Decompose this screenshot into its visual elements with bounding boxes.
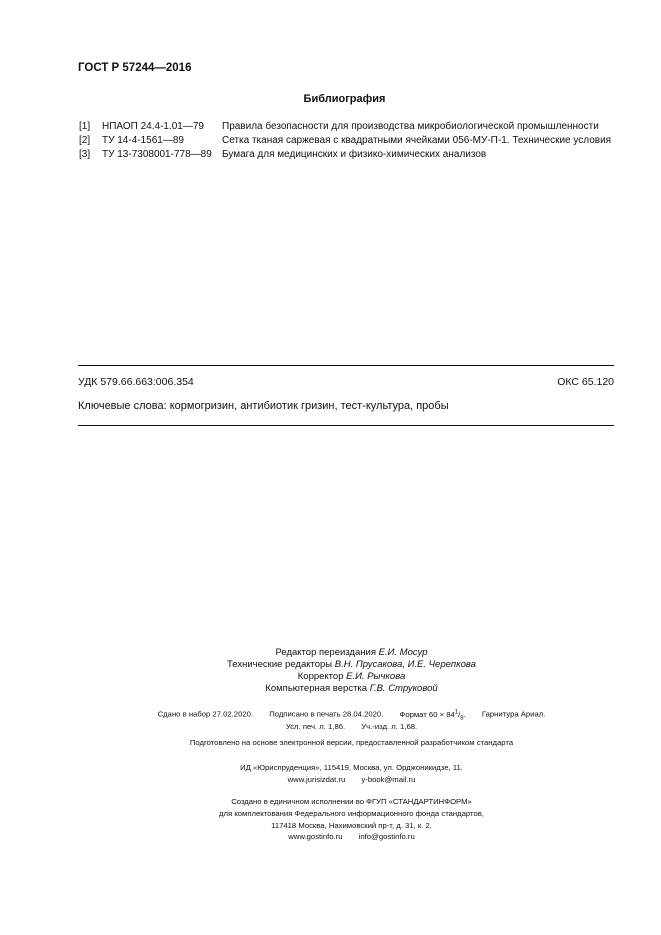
gostinfo-email-link[interactable]: info@gostinfo.ru <box>358 832 415 841</box>
credit-label: Технические редакторы <box>227 659 333 670</box>
divider-top <box>78 365 614 366</box>
entry-title: Правила безопасности для производства микробиологической промышленности <box>222 121 599 132</box>
created-line: для комплектования Федерального информационного фонда стандартов, <box>219 809 484 818</box>
credit-label: Компьютерная верстка <box>265 683 368 694</box>
credit-tech-editors <box>0 659 661 670</box>
imprint-format: Формат $60 \times 84^1/_8$. <box>399 709 466 722</box>
imprint-sent: Сдано в набор 27.02.2020. <box>157 709 254 719</box>
entry-code: НПАОП 24.4-1.01—79 <box>102 121 204 132</box>
udk-code: УДК 579.66.663:006.354 <box>78 376 194 388</box>
entry-code: ТУ 14-4-1561—89 <box>102 135 184 146</box>
created-line: Создано в единичном исполнении во ФГУП «СТАНДАРТИНФОРМ» <box>231 797 472 806</box>
imprint-sheets <box>0 722 661 731</box>
gostinfo-site-link[interactable]: www.gostinfo.ru <box>288 832 343 841</box>
credit-layout <box>0 683 661 694</box>
imprint-print-data <box>0 709 661 721</box>
gostinfo-contacts <box>0 832 661 841</box>
credit-name: В.Н. Прусакова, И.Е. Черепкова <box>334 659 476 670</box>
created-line: 117418 Москва, Нахимовский пр-т, д. 31, к. 2. <box>271 821 432 830</box>
divider-bottom <box>78 425 614 426</box>
oks-code: ОКС 65.120 <box>557 376 614 388</box>
entry-title: Сетка тканая саржевая с квадратными ячейками 056-МУ-П-1. Технические условия <box>222 135 612 146</box>
bibliography-title: Библиография <box>303 93 386 105</box>
publisher-contacts <box>0 775 661 784</box>
document-id: ГОСТ Р 57244—2016 <box>78 62 192 74</box>
publisher-line: ИД «Юриспруденция», 115419, Москва, ул. Орджоникидзе, 11. <box>240 763 463 772</box>
imprint-print-sheets: Усл. печ. л. 1,86. <box>285 722 346 731</box>
credit-name: Е.И. Рычкова <box>346 671 406 682</box>
publisher-email-link[interactable]: y-book@mail.ru <box>361 775 416 784</box>
keywords: Ключевые слова: кормогризин, антибиотик гризин, тест-культура, пробы <box>78 400 449 412</box>
credit-name: Е.И. Мосур <box>378 647 428 658</box>
credit-name: Г.В. Струковой <box>369 683 438 694</box>
imprint-signed: Подписано в печать 28.04.2020. <box>269 709 384 719</box>
entry-title: Бумага для медицинских и физико-химических анализов <box>222 149 487 160</box>
entry-number: [3] <box>79 149 91 160</box>
entry-number: [2] <box>79 135 91 146</box>
credit-proofreader <box>0 671 661 682</box>
publisher-site-link[interactable]: www.jurisizdat.ru <box>287 775 346 784</box>
imprint-typeface: Гарнитура Ариал. <box>481 709 546 719</box>
entry-code: ТУ 13-7308001-778—89 <box>102 149 212 160</box>
credit-label: Корректор <box>297 671 344 682</box>
credit-editor <box>0 647 661 658</box>
credit-label: Редактор переиздания <box>275 647 376 658</box>
imprint-prepared: Подготовлено на основе электронной версии, предоставленной разработчиком стандарта <box>189 738 514 747</box>
entry-number: [1] <box>79 121 91 132</box>
imprint-pub-sheets: Уч.-изд. л. 1,68. <box>361 722 418 731</box>
